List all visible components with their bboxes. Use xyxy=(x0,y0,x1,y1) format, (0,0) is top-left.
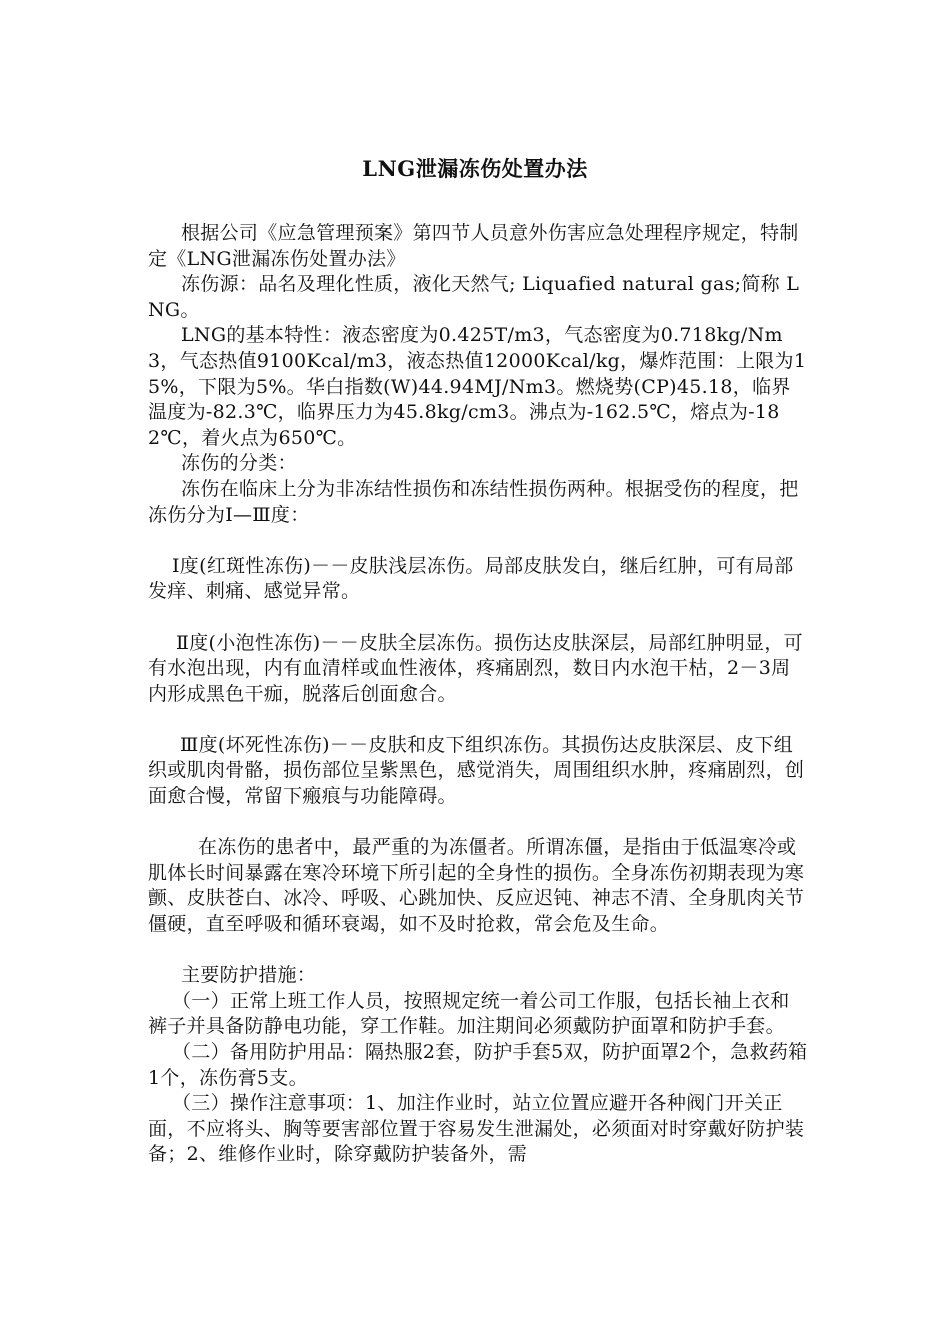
paragraph-degree-3: Ⅲ度(坏死性冻伤)－－皮肤和皮下组织冻伤。其损伤达皮肤深层、皮下组织或肌肉骨骼，损伤部位呈紫黑色，感觉消失，周围组织水肿，疼痛剧烈，创面愈合慢，常留下瘢痕与功能障碍。 xyxy=(148,733,805,808)
paragraph-frostbite-source: 冻伤源：品名及理化性质，液化天然气; Liquafied natural gas;简称 LNG。 xyxy=(148,273,800,321)
spacer xyxy=(148,810,808,836)
paragraph-measure-3: （三）操作注意事项：1、加注作业时，站立位置应避开各种阀门开关正面，不应将头、胸等要害部位置于容易发生泄漏处，必须面对时穿戴好防护装备；2、维修作业时，除穿戴防护装备外，需 xyxy=(148,1092,805,1166)
document-title: LNG泄漏冻伤处置办法 xyxy=(362,156,588,181)
spacer xyxy=(148,938,808,964)
spacer xyxy=(148,528,808,554)
heading-protection: 主要防护措施： xyxy=(181,964,317,987)
paragraph-degree-1: Ⅰ度(红斑性冻伤)－－皮肤浅层冻伤。局部皮肤发白，继后红肿，可有局部发痒、刺痛、感觉异常。 xyxy=(148,554,794,603)
spacer xyxy=(148,605,808,631)
heading-classification: 冻伤的分类： xyxy=(181,452,297,475)
paragraph-lng-properties: LNG的基本特性：液态密度为0.425T/m3，气态密度为0.718kg/Nm3，气态热值9100Kcal/m3，液态热值12000Kcal/kg，爆炸范围：上限为15%，下限为5%。华白指数(W)44.94MJ/Nm3。燃烧势(CP)45.18，临界温度为-82.3℃，临界压力为45.8kg/cm3。沸点为-162.5℃，熔点为-182℃，着火点为650℃。 xyxy=(148,324,807,449)
paragraph-measure-2: （二）备用防护用品：隔热服2套，防护手套5双，防护面罩2个，急救药箱1个，冻伤膏5支。 xyxy=(148,1041,808,1089)
paragraph-severe-frostbite: 在冻伤的患者中，最严重的为冻僵者。所谓冻僵，是指由于低温寒冷或肌体长时间暴露在寒冷环境下所引起的全身性的损伤。全身冻伤初期表现为寒颤、皮肤苍白、冰冷、呼吸、心跳加快、反应迟钝、神志不清、全身肌肉关节僵硬，直至呼吸和循环衰竭，如不及时抢救，常会危及生命。 xyxy=(148,836,805,936)
document-body xyxy=(148,221,808,1168)
paragraph-classification: 冻伤在临床上分为非冻结性损伤和冻结性损伤两种。根据受伤的程度，把冻伤分为Ⅰ—Ⅲ度： xyxy=(148,477,799,526)
spacer xyxy=(148,707,808,733)
paragraph-measure-1: （一）正常上班工作人员，按照规定统一着公司工作服，包括长袖上衣和裤子并具备防静电功能，穿工作鞋。加注期间必须戴防护面罩和防护手套。 xyxy=(148,989,790,1038)
paragraph-degree-2: Ⅱ度(小泡性冻伤)－－皮肤全层冻伤。损伤达皮肤深层，局部红肿明显，可有水泡出现，内有血清样或血性液体，疼痛剧烈，数日内水泡干枯，2－3周内形成黑色干痂，脱落后创面愈合。 xyxy=(148,631,803,705)
paragraph-intro: 根据公司《应急管理预案》第四节人员意外伤害应急处理程序规定，特制定《LNG泄漏冻伤处置办法》 xyxy=(148,222,799,270)
